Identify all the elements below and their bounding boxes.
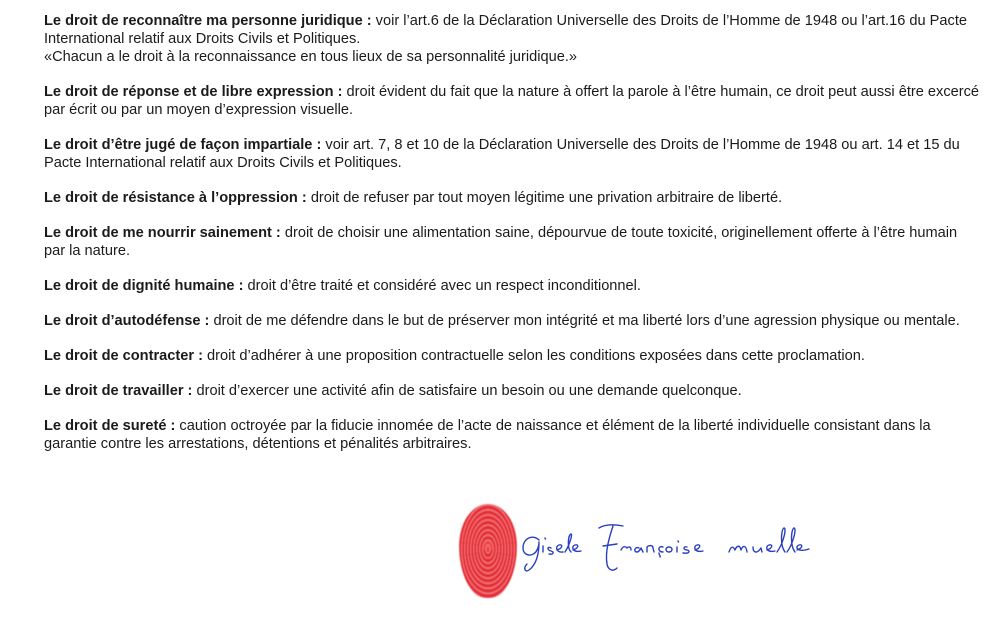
right-title: Le droit de réponse et de libre expression : (44, 84, 343, 100)
right-title: Le droit de dignité humaine : (44, 278, 244, 294)
right-item (44, 347, 979, 365)
right-title: Le droit de reconnaître ma personne juridique : (44, 13, 372, 29)
document-body (44, 12, 979, 470)
right-title: Le droit d’autodéfense : (44, 313, 210, 329)
right-quote: «Chacun a le droit à la reconnaissance en tous lieux de sa personnalité juridique.» (44, 49, 578, 65)
right-item (44, 136, 979, 172)
right-title: Le droit de sureté : (44, 418, 176, 434)
right-text: droit d’adhérer à une proposition contractuelle selon les conditions exposées dans cette proclamation. (202, 348, 865, 364)
right-item (44, 189, 979, 207)
right-item (44, 312, 979, 330)
right-text: voir l’art.6 de la Déclaration Universelle des Droits de l’Homme de 1948 ou l’art.16 du Pacte International relatif aux Droits Civils et Politiques. (44, 13, 968, 47)
handwritten-signature (517, 512, 847, 582)
right-title: Le droit de me nourrir sainement : (44, 225, 281, 241)
right-item (44, 382, 979, 400)
right-text: droit d’exercer une activité afin de satisfaire un besoin ou une demande quelconque. (192, 383, 742, 399)
right-title: Le droit de résistance à l’oppression : (44, 190, 307, 206)
right-title: Le droit d’être jugé de façon impartiale : (44, 137, 322, 153)
right-text: droit évident du fait que la nature à offert la parole à l’être humain, ce droit peut aussi être excercé par écrit ou par un moyen d’expression visuelle. (44, 84, 980, 118)
right-text: droit d’être traité et considéré avec un respect inconditionnel. (243, 278, 641, 294)
thumbprint (459, 504, 517, 598)
right-title: Le droit de travailler : (44, 383, 193, 399)
right-text: droit de choisir une alimentation saine, dépourvue de toute toxicité, originellement offerte à l’être humain par la nature. (44, 225, 958, 259)
signature-block (455, 500, 875, 610)
right-item (44, 277, 979, 295)
right-text: voir art. 7, 8 et 10 de la Déclaration Universelle des Droits de l’Homme de 1948 ou art. 14 et 15 du Pacte International relatif aux Droits Civils et Politiques. (44, 137, 960, 171)
right-item (44, 12, 979, 66)
right-title: Le droit de contracter : (44, 348, 203, 364)
right-text: droit de refuser par tout moyen légitime une privation arbitraire de liberté. (306, 190, 783, 206)
right-text: droit de me défendre dans le but de préserver mon intégrité et ma liberté lors d’une agression physique ou mentale. (209, 313, 960, 329)
right-item (44, 417, 979, 453)
right-item (44, 224, 979, 260)
right-text: caution octroyée par la fiducie innomée de l’acte de naissance et élément de la liberté individuelle consistant dans la garantie contre les arrestations, détentions et pénalités arbitraires. (44, 418, 931, 452)
right-item (44, 83, 979, 119)
